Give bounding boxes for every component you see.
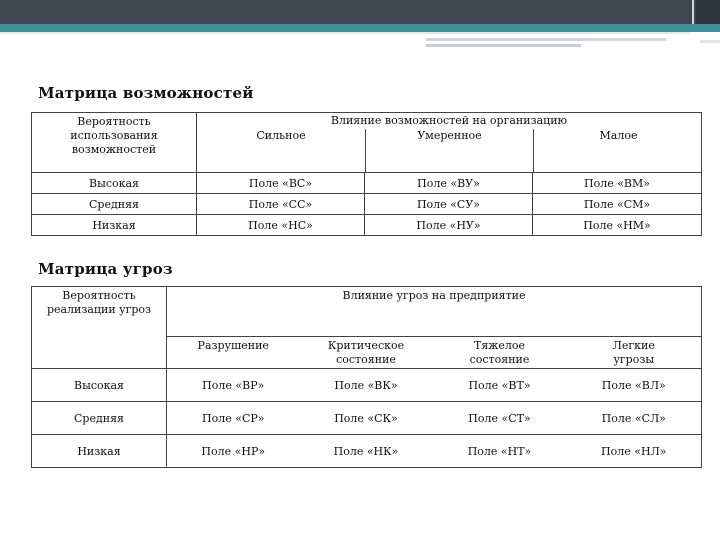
thr-cell: Поле «НТ» [433, 435, 567, 468]
table-row [32, 194, 702, 215]
threats-title: Матрица угроз [38, 260, 173, 278]
thr-cell: Поле «СР» [167, 402, 300, 435]
opp-cell: Поле «НУ» [365, 215, 533, 236]
thr-cell: Поле «НР» [167, 435, 300, 468]
thr-cell: Поле «СТ» [433, 402, 567, 435]
thr-row-label: Низкая [32, 435, 167, 468]
table-row [32, 215, 702, 236]
table-row [32, 402, 702, 435]
opp-cell: Поле «СУ» [365, 194, 533, 215]
opportunities-matrix [31, 112, 702, 236]
opp-impact-title: Влияние возможностей на организацию [330, 114, 568, 127]
thr-row-label: Высокая [32, 369, 167, 402]
table-row [32, 435, 702, 468]
thr-col-destruction: Разрушение [167, 337, 300, 369]
thr-row-label: Средняя [32, 402, 167, 435]
thr-probability-header: Вероятность реализации угроз [32, 287, 167, 369]
header-divider [692, 0, 694, 24]
thr-cell: Поле «НЛ» [567, 435, 702, 468]
opp-cell: Поле «ВС» [197, 173, 365, 194]
opp-col-moderate: Умеренное [417, 129, 482, 142]
thr-cell: Поле «ВЛ» [567, 369, 702, 402]
thr-col-critical: Критическое состояние [327, 338, 405, 366]
thr-col-light: Легкие угрозы [567, 337, 702, 369]
opp-col-low: Малое [599, 129, 638, 142]
decor-strip [426, 38, 666, 41]
opp-cell: Поле «СС» [197, 194, 365, 215]
slide-header-bar [0, 0, 720, 24]
opp-row-label: Низкая [32, 215, 197, 236]
opportunities-title: Матрица возможностей [38, 84, 254, 102]
opp-cell: Поле «НС» [197, 215, 365, 236]
thr-cell: Поле «ВТ» [433, 369, 567, 402]
opp-row-label: Средняя [32, 194, 197, 215]
opp-impact-header [197, 113, 702, 173]
thr-col-severe: Тяжелое состояние [469, 338, 530, 366]
header-corner [696, 0, 720, 24]
threats-matrix [31, 286, 702, 468]
thr-impact-header: Влияние угроз на предприятие [167, 287, 702, 337]
thr-cell: Поле «ВР» [167, 369, 300, 402]
opp-cell: Поле «НМ» [533, 215, 702, 236]
thr-cell: Поле «ВК» [300, 369, 433, 402]
decor-strip [0, 32, 690, 34]
thr-cell: Поле «СК» [300, 402, 433, 435]
opp-cell: Поле «ВМ» [533, 173, 702, 194]
table-row [32, 369, 702, 402]
opp-probability-header: Вероятность использования возможностей [32, 113, 197, 173]
table-row [32, 173, 702, 194]
opp-cell: Поле «СМ» [533, 194, 702, 215]
decor-strip [426, 44, 581, 47]
opp-col-strong: Сильное [256, 129, 306, 142]
opp-row-label: Высокая [32, 173, 197, 194]
thr-cell: Поле «СЛ» [567, 402, 702, 435]
decor-strip [700, 40, 720, 43]
thr-cell: Поле «НК» [300, 435, 433, 468]
opp-cell: Поле «ВУ» [365, 173, 533, 194]
slide-accent-bar [0, 24, 720, 32]
